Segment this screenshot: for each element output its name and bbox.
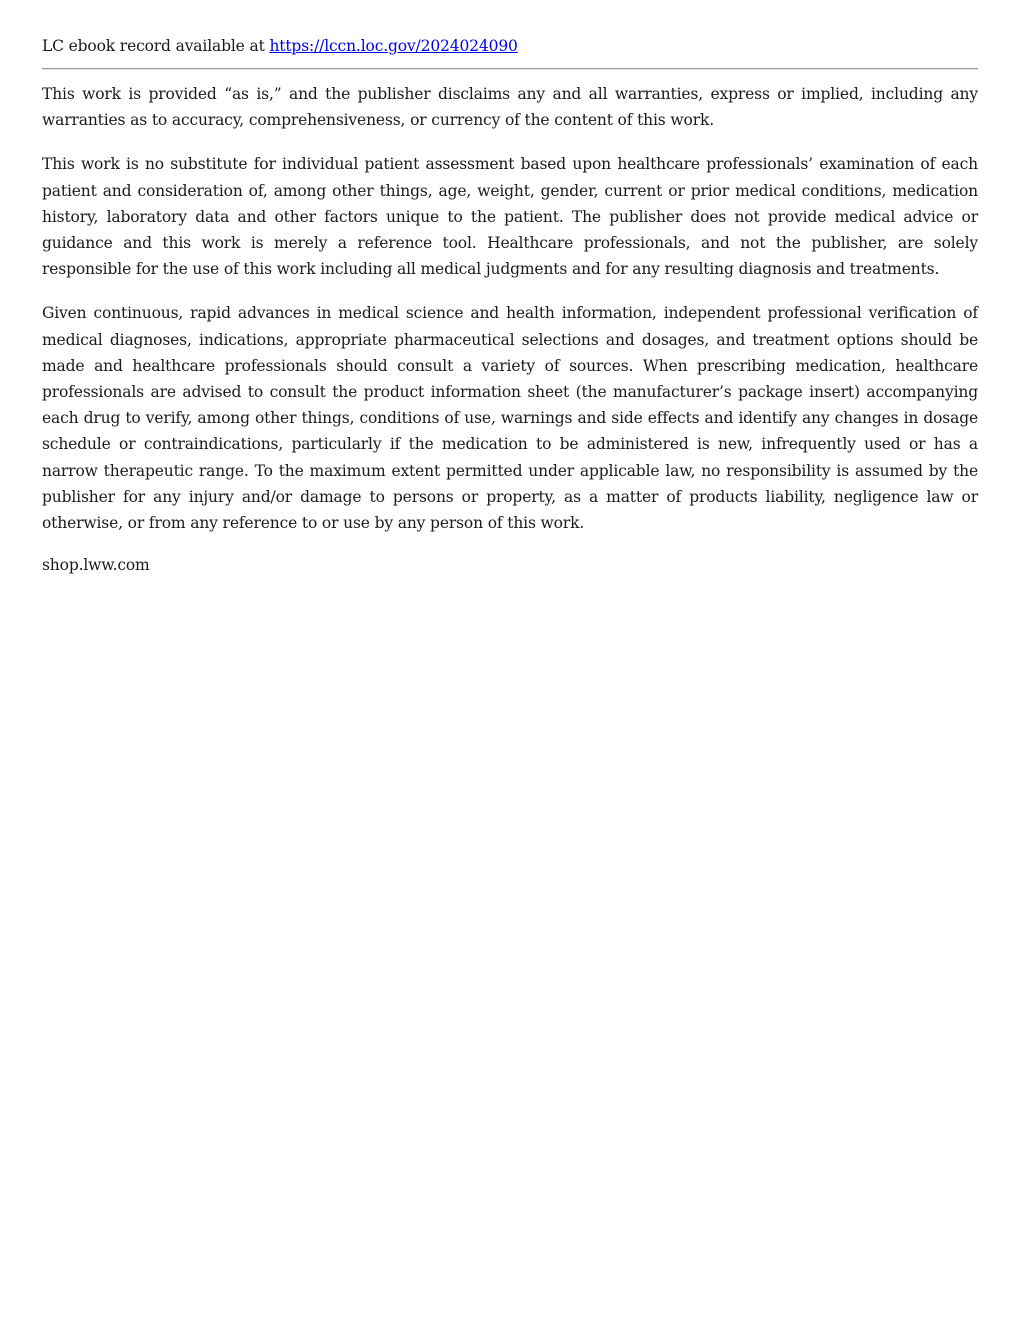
disclaimer-paragraph-warranty: This work is provided “as is,” and the publisher disclaims any and all warranties, express or implied, including any warranties as to accuracy, comprehensiveness, or currency of the content of this work.: [42, 85, 978, 130]
lc-record-line: [42, 34, 978, 58]
lc-record-link[interactable]: https://lccn.loc.gov/2024024090: [269, 37, 518, 55]
disclaimer-paragraph-patient-assessment: This work is no substitute for individual patient assessment based upon healthcare professionals’ examination of each patient and consideration of, among other things, age, weight, gender, current or prior medical conditions, medication history, laboratory data and other factors unique to the patient. The publisher does not provide medical advice or guidance and this work is merely a reference tool. Healthcare professionals, and not the publisher, are solely responsible for the use of this work including all medical judgments and for any resulting diagnosis and treatments.: [42, 155, 978, 279]
disclaimer-paragraph-verification: Given continuous, rapid advances in medical science and health information, independent professional verification of medical diagnoses, indications, appropriate pharmaceutical selections and dosages, and treatment options should be made and healthcare professionals should consult a variety of sources. When prescribing medication, healthcare professionals are advised to consult the product information sheet (the manufacturer’s package insert) accompanying each drug to verify, among other things, conditions of use, warnings and side effects and identify any changes in dosage schedule or contraindications, particularly if the medication to be administered is new, infrequently used or has a narrow therapeutic range. To the maximum extent permitted under applicable law, no responsibility is assumed by the publisher for any injury and/or damage to persons or property, as a matter of products liability, negligence law or otherwise, or from any reference to or use by any person of this work.: [42, 304, 978, 533]
document-page: [42, 34, 978, 577]
lc-record-prefix: LC ebook record available at: [42, 37, 265, 55]
horizontal-divider: [42, 68, 978, 70]
publisher-website: shop.lww.com: [42, 556, 150, 575]
